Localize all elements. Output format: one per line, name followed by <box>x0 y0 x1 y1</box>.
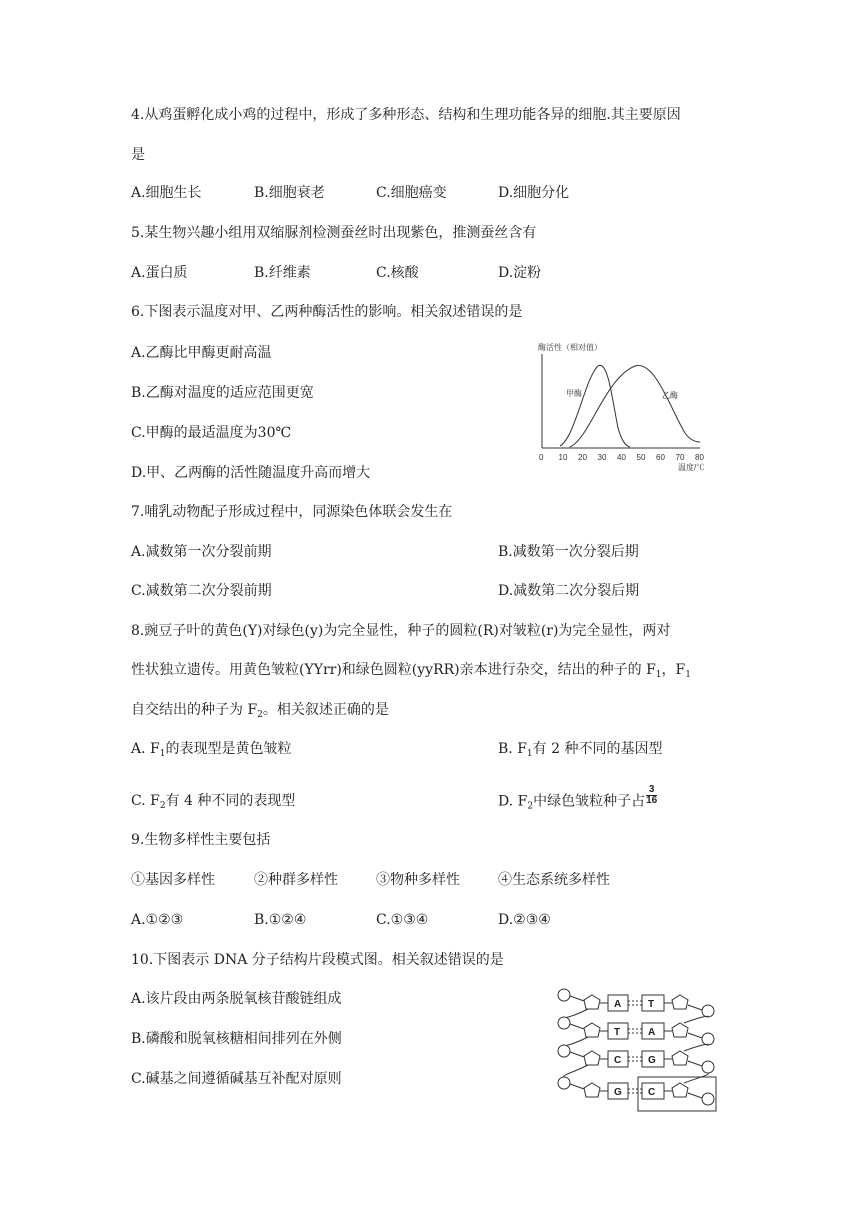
base-letter-right: A <box>648 1027 656 1038</box>
deoxyribose-left <box>584 1023 600 1037</box>
q9-option-b: B.①②④ <box>254 912 307 928</box>
figure-xlabel: 温度/℃ <box>678 463 705 472</box>
base-letter-right: T <box>648 999 655 1010</box>
base-letter-right: G <box>648 1055 656 1066</box>
curve-yi-enzyme <box>570 365 700 447</box>
base-letter-right: C <box>648 1087 656 1098</box>
deoxyribose-right <box>672 995 688 1009</box>
q5-option-b: B.纤维素 <box>254 265 311 281</box>
q6-option-c: C.甲酶的最适温度为30℃ <box>131 425 292 441</box>
x-tick-label: 80 <box>695 453 704 462</box>
q10-option-c: C.碱基之间遵循碱基互补配对原则 <box>131 1071 342 1087</box>
backbone-link-right <box>684 1073 708 1083</box>
q10-option-b: B.磷酸和脱氧核糖相间排列在外侧 <box>131 1031 342 1047</box>
q8-option-d: D. $F_2$中绿色皱粒种子占 $\frac{3}{16}$ <box>498 784 658 812</box>
x-tick-labels <box>539 453 704 462</box>
q8-option-c: C. $F_2$有 4 种不同的表现型 <box>131 793 296 811</box>
figure-ylabel: 酶活性（相对值） <box>538 343 602 352</box>
phosphate-circle-left <box>558 1017 570 1029</box>
backbone-bond <box>688 1005 702 1010</box>
q9-item-1: ①基因多样性 <box>131 872 215 888</box>
q6-option-a: A.乙酶比甲酶更耐高温 <box>131 345 272 361</box>
x-tick-label: 20 <box>578 453 587 462</box>
base-letter-left: T <box>614 1027 621 1038</box>
label-jia-enzyme: 甲酶 <box>566 389 582 398</box>
dna-structure-figure <box>552 985 722 1115</box>
q4-option-c: C.细胞癌变 <box>376 185 447 201</box>
fraction-3-16: $\frac{3}{16}$ <box>646 784 658 806</box>
phosphate-circle-left <box>558 989 570 1001</box>
q9-stem: 9.生物多样性主要包括 <box>131 832 271 848</box>
q10-stem: 10.下图表示 DNA 分子结构片段模式图。相关叙述错误的是 <box>131 952 504 968</box>
q5-stem: 5.某生物兴趣小组用双缩脲剂检测蚕丝时出现紫色，推测蚕丝含有 <box>131 225 537 241</box>
backbone-link-left <box>564 1037 588 1046</box>
backbone-bond <box>688 1033 702 1038</box>
x-tick-label: 70 <box>675 453 685 462</box>
x-tick-label: 50 <box>636 453 646 462</box>
backbone-bond <box>688 1061 702 1066</box>
q6-option-d: D.甲、乙两酶的活性随温度升高而增大 <box>131 465 371 481</box>
q5-option-d: D.淀粉 <box>498 265 542 281</box>
backbone-bond <box>570 1052 584 1057</box>
q9-item-2: ②种群多样性 <box>254 872 338 888</box>
q9-option-a: A.①②③ <box>131 912 184 928</box>
backbone-bond <box>688 1093 702 1098</box>
q9-item-3: ③物种多样性 <box>376 872 460 888</box>
q8-option-b: B. $F_1$有 2 种不同的基因型 <box>498 741 663 759</box>
q10-option-a: A.该片段由两条脱氧核苷酸链组成 <box>131 991 342 1007</box>
q4-option-b: B.细胞衰老 <box>254 185 325 201</box>
q4-option-d: D.细胞分化 <box>498 185 570 201</box>
q7-stem: 7.哺乳动物配子形成过程中，同源染色体联会发生在 <box>131 504 453 520</box>
x-tick-label: 60 <box>656 453 665 462</box>
base-letter-left: G <box>614 1087 622 1098</box>
q4-stem-line1: 4.从鸡蛋孵化成小鸡的过程中，形成了多种形态、结构和生理功能各异的细胞.其主要原因 <box>131 107 681 123</box>
backbone-bond <box>570 1024 584 1029</box>
q6-option-b: B.乙酶对温度的适应范围更宽 <box>131 385 314 401</box>
q8-stem-line1: 8.豌豆子叶的黄色(Y)对绿色(y)为完全显性，种子的圆粒(R)对皱粒(r)为完全显性，两对 <box>131 623 671 639</box>
q8-stem-line3: 自交结出的种子为 $F_2$。相关叙述正确的是 <box>131 702 389 720</box>
q6-stem: 6.下图表示温度对甲、乙两种酶活性的影响。相关叙述错误的是 <box>131 304 523 320</box>
phosphate-circle-right <box>702 1093 714 1105</box>
x-tick-label: 0 <box>539 453 544 462</box>
x-tick-label: 10 <box>558 453 568 462</box>
phosphate-circle-left <box>558 1045 570 1057</box>
q8-stem-line2: 性状独立遗传。用黄色皱粒(YYrr)和绿色圆粒(yyRR)亲本进行杂交，结出的种子的 $F_1$，$F_1$ <box>131 662 691 680</box>
backbone-link-left <box>564 1065 588 1077</box>
q5-option-a: A.蛋白质 <box>131 265 188 281</box>
base-letter-left: C <box>614 1055 622 1066</box>
deoxyribose-left <box>584 1051 600 1065</box>
q4-option-a: A.细胞生长 <box>131 185 202 201</box>
q8-option-a: A. $F_1$的表现型是黄色皱粒 <box>131 741 292 759</box>
enzyme-activity-figure <box>530 338 715 474</box>
backbone-link-right <box>684 1016 708 1023</box>
q7-option-b: B.减数第一次分裂后期 <box>498 544 639 560</box>
backbone-link-right <box>684 1044 708 1051</box>
deoxyribose-right <box>672 1051 688 1065</box>
backbone-link-left <box>564 1009 588 1018</box>
q7-option-a: A.减数第一次分裂前期 <box>131 544 272 560</box>
phosphate-circle-right <box>702 1033 714 1045</box>
q9-option-d: D.②③④ <box>498 912 551 928</box>
q9-item-4: ④生态系统多样性 <box>498 872 610 888</box>
deoxyribose-right <box>672 1083 688 1097</box>
base-letter-left: A <box>614 999 622 1010</box>
deoxyribose-left <box>584 995 600 1009</box>
deoxyribose-right <box>672 1023 688 1037</box>
backbone-bond <box>570 996 584 1001</box>
q4-stem-line2: 是 <box>131 147 145 163</box>
deoxyribose-left <box>584 1083 600 1097</box>
phosphate-circle-left <box>558 1077 570 1089</box>
x-tick-label: 40 <box>617 453 626 462</box>
x-tick-label: 30 <box>597 453 607 462</box>
q5-option-c: C.核酸 <box>376 265 419 281</box>
phosphate-circle-right <box>702 1005 714 1017</box>
phosphate-circle-right <box>702 1061 714 1073</box>
q9-option-c: C.①③④ <box>376 912 429 928</box>
q7-option-d: D.减数第二次分裂后期 <box>498 583 640 599</box>
backbone-bond <box>570 1084 584 1089</box>
label-yi-enzyme: 乙酶 <box>662 391 678 400</box>
q7-option-c: C.减数第二次分裂前期 <box>131 583 272 599</box>
